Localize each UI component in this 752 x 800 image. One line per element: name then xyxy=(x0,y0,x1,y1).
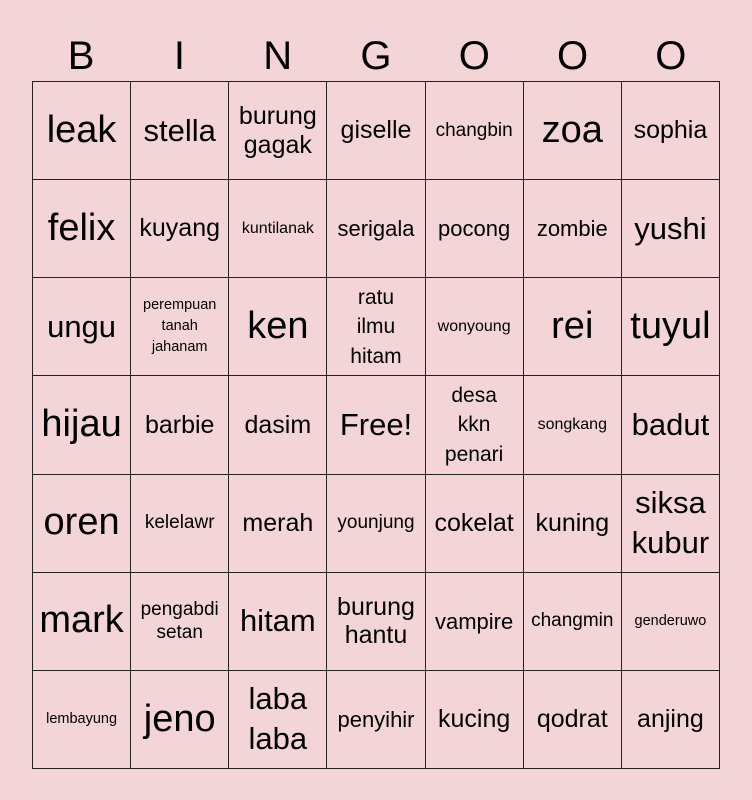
bingo-cell[interactable] xyxy=(622,376,720,474)
bingo-cell[interactable] xyxy=(131,376,229,474)
bingo-cell[interactable] xyxy=(524,278,622,376)
bingo-cell[interactable] xyxy=(131,475,229,573)
header-letter-n: N xyxy=(263,34,293,78)
cell-label: serigala xyxy=(337,216,415,242)
cell-label: kuning xyxy=(535,508,610,537)
cell-label: anjing xyxy=(637,705,704,734)
cell-label: qodrat xyxy=(536,705,608,734)
bingo-header xyxy=(32,30,720,82)
bingo-cell[interactable] xyxy=(229,180,327,278)
bingo-cell[interactable] xyxy=(131,82,229,180)
header-letter-o-1: O xyxy=(458,34,490,78)
cell-label: kucing xyxy=(438,705,511,734)
bingo-cell[interactable] xyxy=(622,573,720,671)
cell-label: kuyang xyxy=(139,214,221,243)
cell-label: kuntilanak xyxy=(241,219,314,237)
bingo-cell[interactable] xyxy=(426,671,524,769)
bingo-cell[interactable] xyxy=(229,475,327,573)
cell-label: dasim xyxy=(244,410,312,439)
cell-label: vampire xyxy=(435,608,514,634)
bingo-cell[interactable] xyxy=(327,278,425,376)
cell-label: younjung xyxy=(337,512,415,534)
cell-label: giselle xyxy=(340,116,412,145)
cell-label: changmin xyxy=(531,610,614,632)
cell-label: badut xyxy=(631,407,710,443)
bingo-cell[interactable] xyxy=(229,573,327,671)
bingo-cell[interactable] xyxy=(622,180,720,278)
cell-label: siksa kubur xyxy=(631,484,710,561)
cell-label: burung hantu xyxy=(337,592,415,650)
cell-label: genderuwo xyxy=(634,612,707,629)
bingo-cell[interactable] xyxy=(33,180,131,278)
bingo-cell[interactable] xyxy=(33,573,131,671)
header-letter-b: B xyxy=(67,34,95,78)
bingo-cell[interactable] xyxy=(33,475,131,573)
bingo-cell[interactable] xyxy=(131,278,229,376)
bingo-cell[interactable] xyxy=(524,671,622,769)
bingo-cell[interactable] xyxy=(327,180,425,278)
cell-label: yushi xyxy=(634,210,707,246)
bingo-cell[interactable] xyxy=(229,82,327,180)
bingo-cell[interactable] xyxy=(327,376,425,474)
cell-label: songkang xyxy=(537,415,607,433)
bingo-cell[interactable] xyxy=(622,671,720,769)
bingo-cell[interactable] xyxy=(622,278,720,376)
cell-label: pengabdi setan xyxy=(140,598,219,644)
cell-label: merah xyxy=(242,508,314,537)
cell-label: felix xyxy=(47,206,116,249)
bingo-cell[interactable] xyxy=(426,82,524,180)
bingo-cell[interactable] xyxy=(33,671,131,769)
bingo-cell[interactable] xyxy=(327,82,425,180)
bingo-cell[interactable] xyxy=(524,573,622,671)
cell-label: jeno xyxy=(143,697,216,740)
header-letter-g: G xyxy=(360,34,392,78)
cell-label: zoa xyxy=(541,108,603,151)
bingo-cell[interactable] xyxy=(426,278,524,376)
bingo-cell[interactable] xyxy=(327,475,425,573)
bingo-cell[interactable] xyxy=(524,475,622,573)
bingo-cell[interactable] xyxy=(33,278,131,376)
bingo-cell[interactable] xyxy=(131,573,229,671)
bingo-cell[interactable] xyxy=(33,82,131,180)
cell-label: hitam xyxy=(239,603,316,639)
bingo-cell[interactable] xyxy=(229,671,327,769)
cell-label: oren xyxy=(43,501,120,544)
bingo-cell[interactable] xyxy=(426,180,524,278)
cell-label: leak xyxy=(46,108,117,151)
cell-label: barbie xyxy=(144,410,215,439)
bingo-cell[interactable] xyxy=(622,475,720,573)
cell-label: ungu xyxy=(47,309,117,345)
cell-label: ken xyxy=(247,305,309,347)
bingo-cell[interactable] xyxy=(622,82,720,180)
cell-label: desa kkn penari xyxy=(444,383,504,466)
cell-label: perempuan tanah jahanam xyxy=(143,297,217,356)
bingo-cell[interactable] xyxy=(131,180,229,278)
cell-label: zombie xyxy=(536,216,608,242)
bingo-cell[interactable] xyxy=(229,278,327,376)
header-letter-i: I xyxy=(173,34,185,78)
bingo-cell[interactable] xyxy=(524,180,622,278)
bingo-cell[interactable] xyxy=(33,376,131,474)
cell-label: burung gagak xyxy=(238,101,317,159)
cell-label: lembayung xyxy=(46,710,118,727)
header-letter-o-3: O xyxy=(655,34,687,78)
cell-label: penyihir xyxy=(337,706,415,732)
cell-label: Free! xyxy=(339,407,413,443)
cell-label: changbin xyxy=(435,119,513,141)
cell-label: mark xyxy=(39,599,124,642)
bingo-cell[interactable] xyxy=(131,671,229,769)
bingo-cell[interactable] xyxy=(426,573,524,671)
bingo-cell[interactable] xyxy=(327,573,425,671)
cell-label: tuyul xyxy=(630,305,711,347)
cell-label: kelelawr xyxy=(144,512,215,534)
cell-label: laba laba xyxy=(248,681,308,757)
cell-label: cokelat xyxy=(434,508,514,537)
bingo-cell[interactable] xyxy=(327,671,425,769)
bingo-cell[interactable] xyxy=(229,376,327,474)
cell-label: rei xyxy=(551,305,594,347)
cell-label: wonyoung xyxy=(437,317,511,335)
bingo-cell[interactable] xyxy=(426,376,524,474)
cell-label: ratu ilmu hitam xyxy=(350,285,402,368)
bingo-cell[interactable] xyxy=(524,376,622,474)
bingo-board xyxy=(32,81,720,769)
bingo-cell[interactable] xyxy=(426,475,524,573)
bingo-cell[interactable] xyxy=(524,82,622,180)
cell-label: pocong xyxy=(438,216,511,242)
cell-label: sophia xyxy=(633,116,708,145)
header-letter-o-2: O xyxy=(557,34,589,78)
cell-label: stella xyxy=(143,112,216,148)
cell-label: hijau xyxy=(41,403,122,446)
